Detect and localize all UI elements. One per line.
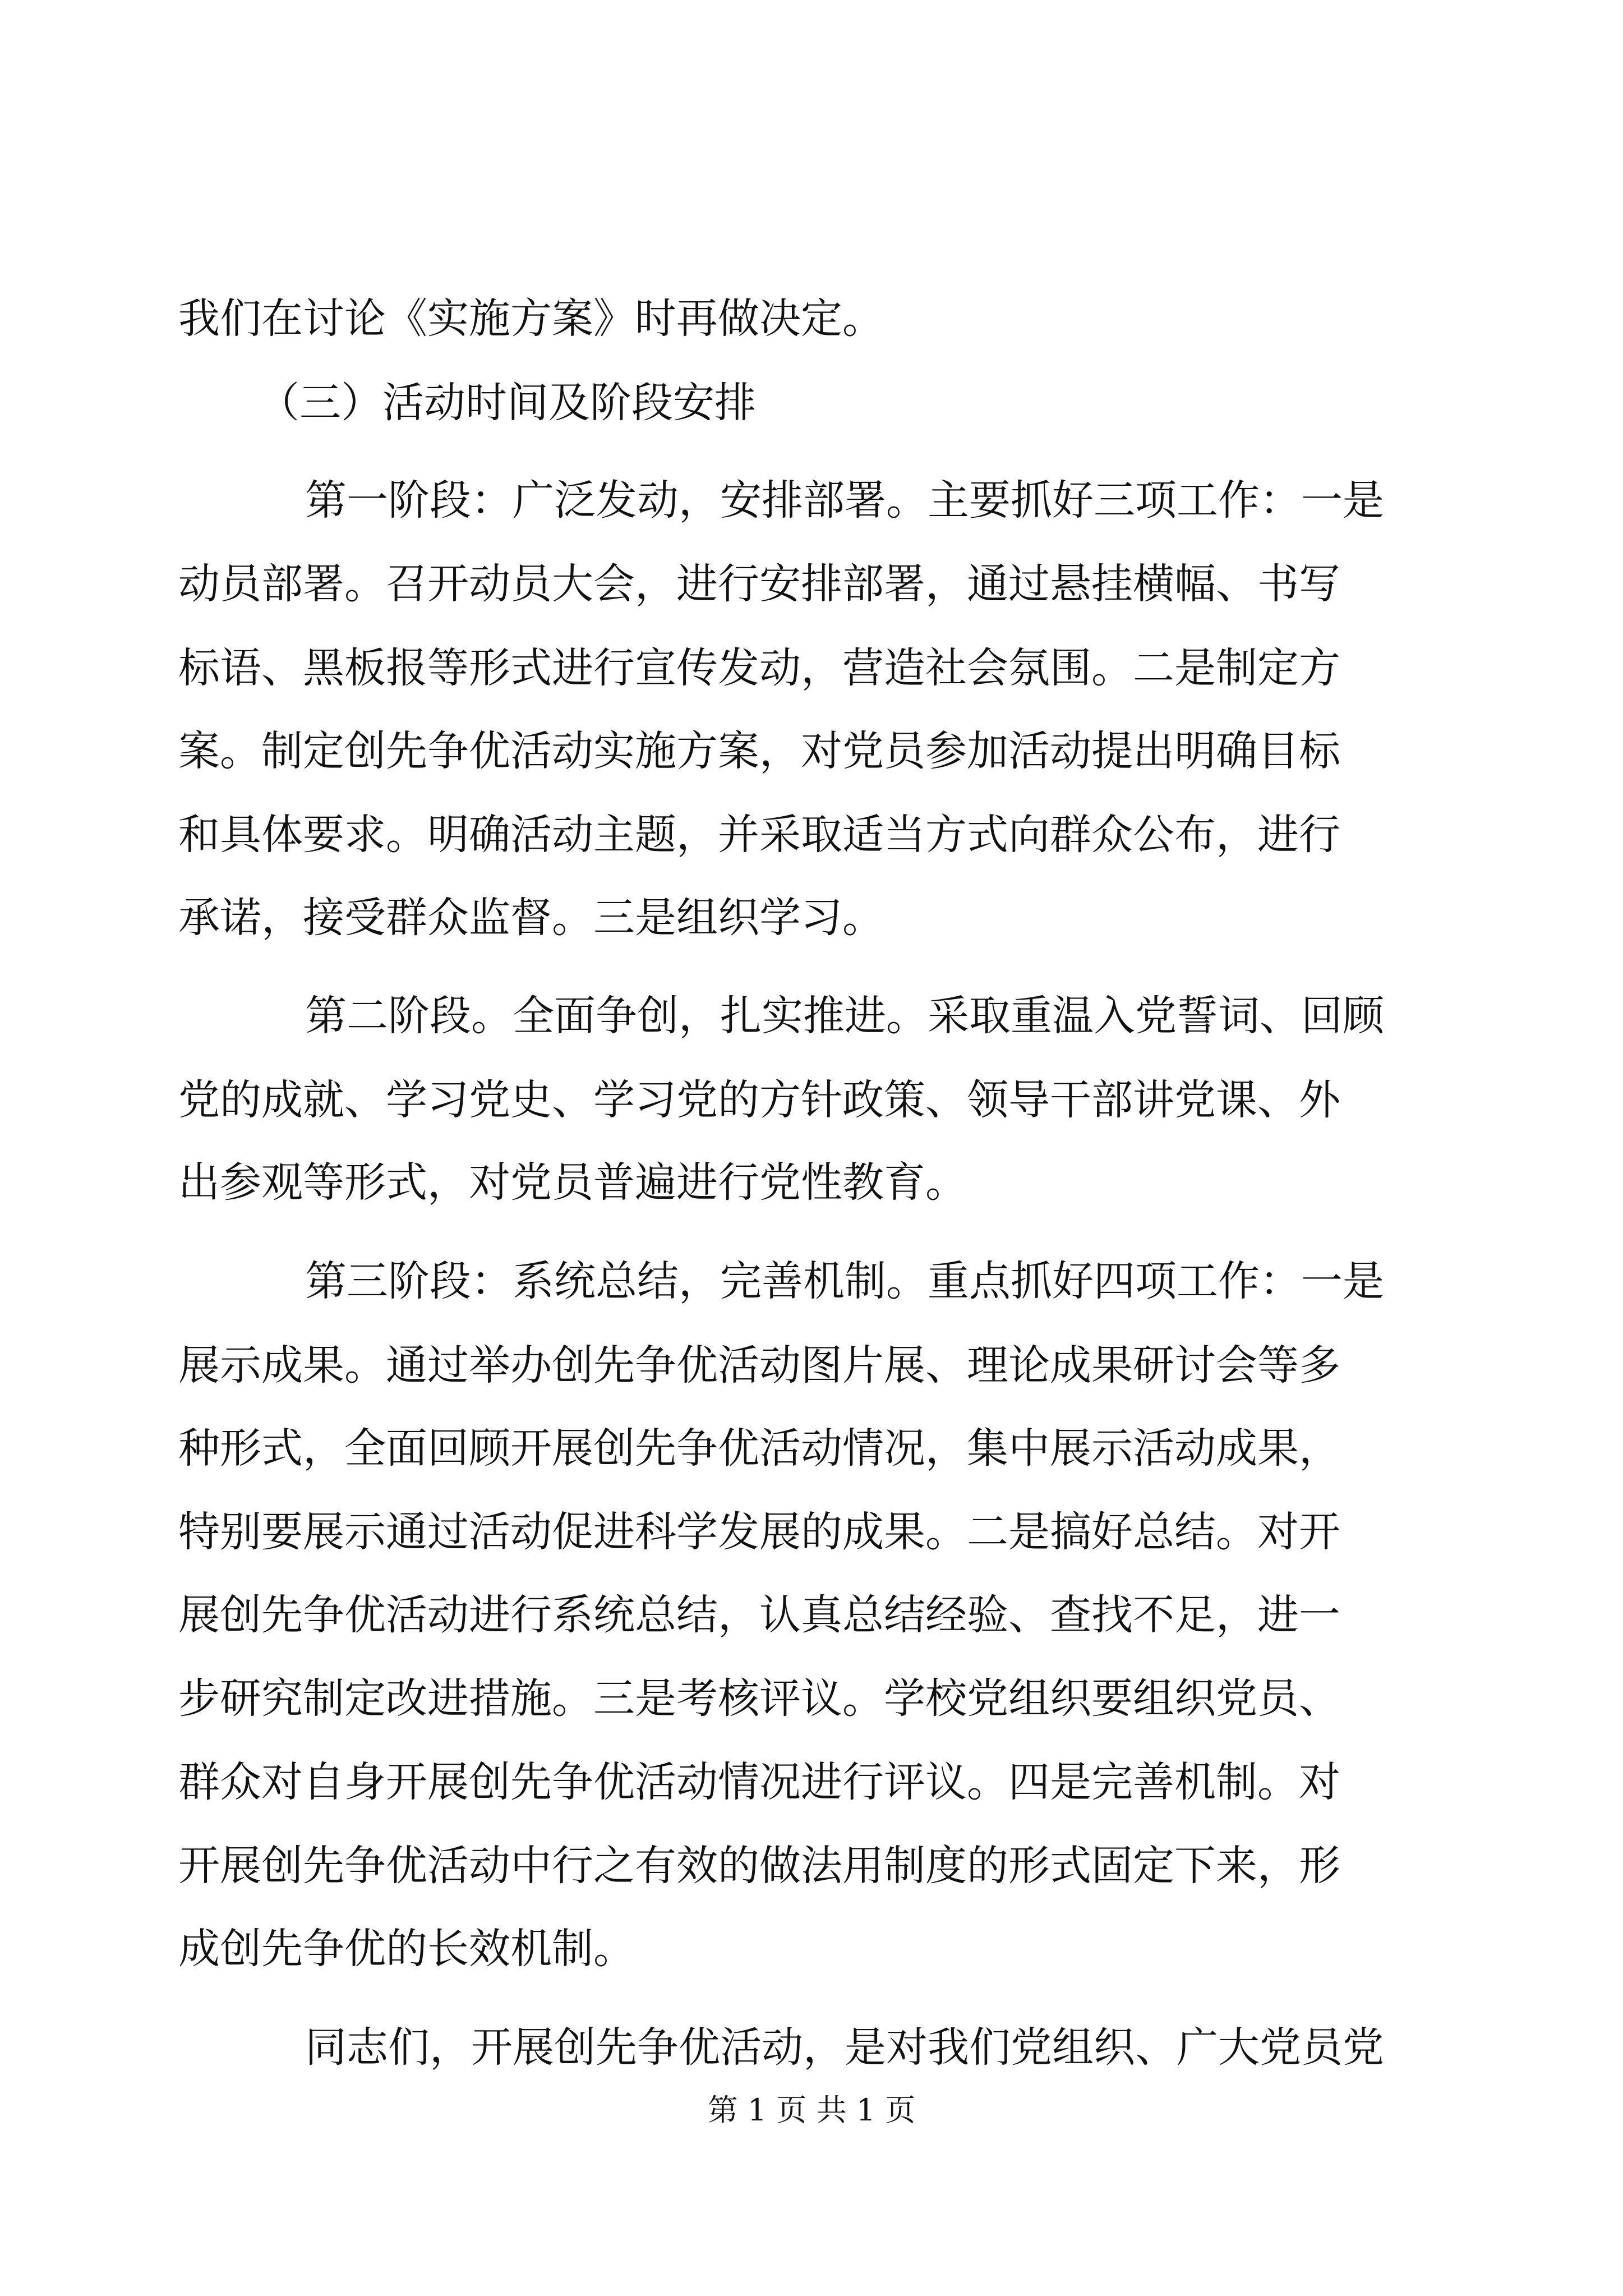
text-line: 标语、黑板报等形式进行宣传发动，营造社会氛围。二是制定方	[178, 644, 1340, 692]
paragraph-first-line: 第二阶段。全面争创，扎实推进。采取重温入党誓词、回顾	[305, 992, 1384, 1040]
page-number-footer: 第 1 页 共 1 页	[707, 2092, 916, 2128]
text-line: 步研究制定改进措施。三是考核评议。学校党组织要组织党员、	[178, 1674, 1340, 1723]
text-line: 案。制定创先争优活动实施方案，对党员参加活动提出明确目标	[178, 727, 1340, 775]
text-line: 党的成就、学习党史、学习党的方针政策、领导干部讲党课、外	[178, 1076, 1340, 1124]
section-heading: （三）活动时间及阶段安排	[258, 379, 756, 427]
text-line: 特别要展示通过活动促进科学发展的成果。二是搞好总结。对开	[178, 1508, 1340, 1556]
text-line: 承诺，接受群众监督。三是组织学习。	[178, 894, 884, 942]
text-line: 和具体要求。明确活动主题，并采取适当方式向群众公布，进行	[178, 811, 1340, 859]
paragraph-first-line: 同志们，开展创先争优活动，是对我们党组织、广大党员党	[305, 2023, 1384, 2072]
paragraph-first-line: 第一阶段：广泛发动，安排部署。主要抓好三项工作：一是	[305, 476, 1384, 524]
text-line: 成创先争优的长效机制。	[178, 1925, 635, 1973]
text-line: 开展创先争优活动中行之有效的做法用制度的形式固定下来，形	[178, 1842, 1340, 1890]
text-line: 动员部署。召开动员大会，进行安排部署，通过悬挂横幅、书写	[178, 560, 1340, 608]
text-line: 我们在讨论《实施方案》时再做决定。	[178, 295, 884, 343]
paragraph-first-line: 第三阶段：系统总结，完善机制。重点抓好四项工作：一是	[305, 1257, 1384, 1305]
text-line: 展创先争优活动进行系统总结，认真总结经验、查找不足，进一	[178, 1591, 1340, 1639]
text-line: 种形式，全面回顾开展创先争优活动情况，集中展示活动成果，	[178, 1424, 1340, 1473]
text-line: 群众对自身开展创先争优活动情况进行评议。四是完善机制。对	[178, 1758, 1340, 1806]
text-line: 展示成果。通过举办创先争优活动图片展、理论成果研讨会等多	[178, 1341, 1340, 1389]
text-line: 出参观等形式，对党员普遍进行党性教育。	[178, 1158, 967, 1207]
